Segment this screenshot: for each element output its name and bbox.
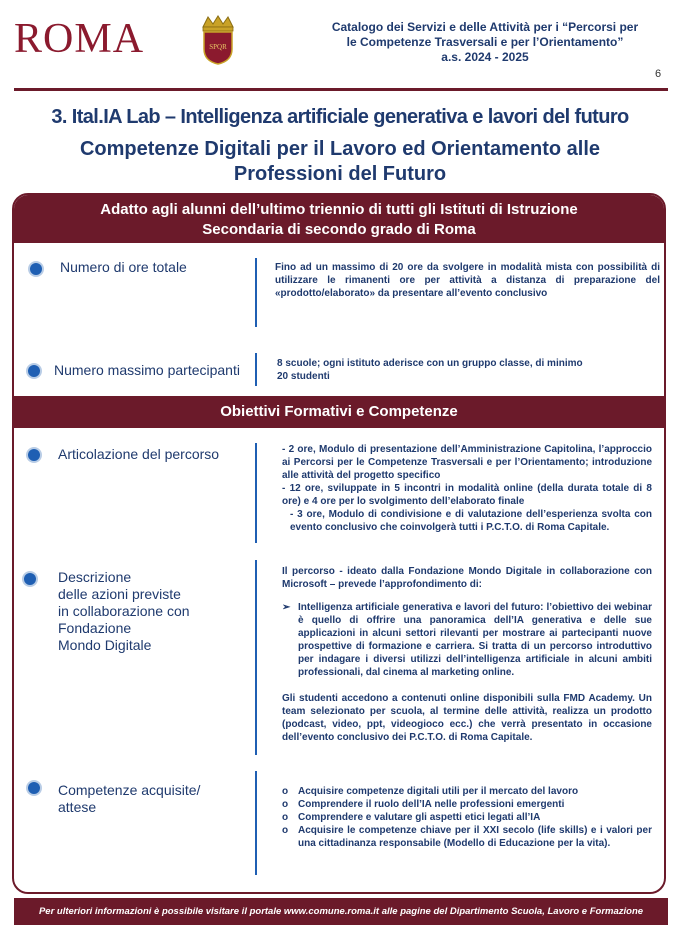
list-item <box>282 601 652 679</box>
partecipanti-label: Numero massimo partecipanti <box>54 362 240 378</box>
bullet-icon <box>30 263 42 275</box>
objectives-band: Obiettivi Formativi e Competenze <box>14 396 664 428</box>
column-divider <box>255 353 257 386</box>
circle-bullet-icon: o <box>282 825 289 836</box>
page-number: 6 <box>655 68 662 80</box>
list-item: - 12 ore, sviluppate in 5 incontri in modalità online (della durata totale di 8 ore) e 4 ore per lo svolgimento dell’elaborato finale <box>282 483 652 507</box>
footer-info: Per ulteriori informazioni è possibile visitare il portale www.comune.roma.it alle pagine del Dipartimento Scuola, Lavoro e Formazione <box>14 898 668 925</box>
bullet-icon <box>28 449 40 461</box>
subtitle-line: Professioni del Futuro <box>233 163 447 185</box>
circle-bullet-icon: o <box>282 812 289 823</box>
catalog-line: le Competenze Trasversali e per l’Orientamento” <box>346 35 624 49</box>
ore-label: Numero di ore totale <box>60 259 187 275</box>
ore-text: Fino ad un massimo di 20 ore da svolgere in modalità mista con possibilità di utilizzare le rimanenti ore per attività a distanza di preparazione del «prodotto/elaborato» da presentare all’evento conclusivo <box>275 262 660 299</box>
bullet-icon <box>24 573 36 585</box>
arrow-bullet-icon: ➢ <box>282 602 291 613</box>
bullet-icon <box>28 365 40 377</box>
catalog-line: a.s. 2024 - 2025 <box>441 50 529 64</box>
band-line: Adatto agli alunni dell’ultimo triennio di tutti gli Istituti di Istruzione <box>100 201 578 218</box>
list-item <box>282 824 652 850</box>
intro-paragraph: Il percorso - ideato dalla Fondazione Mondo Digitale in collaborazione con Microsoft – prevede l’approfondimento di: <box>282 566 652 590</box>
competenze-label <box>58 782 200 816</box>
point-text: Intelligenza artificiale generativa e lavori del futuro: l’obiettivo dei webinar è quello di offrire una panoramica dell’IA generativa e delle sue applicazioni in alcuni settori rilevanti per mostrare ai partecipanti nuove prospettive di formazione e carriera. Si tratta di un percorso introduttivo per indagare i diversi utilizzi dell’intelligenza artificiale in alcuni ambiti professionali, dal cinema al marketing online. <box>298 602 652 678</box>
column-divider <box>255 443 257 543</box>
spqr-crest-icon <box>199 15 237 65</box>
list-item-text: Acquisire competenze digitali utili per il mercato del lavoro <box>298 786 579 797</box>
list-item <box>282 785 652 798</box>
list-item <box>282 798 652 811</box>
label-line: in collaborazione con <box>58 603 190 619</box>
list-item-text: Comprendere e valutare gli aspetti etici legati all’IA <box>298 812 541 823</box>
label-line: attese <box>58 799 97 815</box>
column-divider <box>255 771 257 875</box>
column-divider <box>255 258 257 327</box>
text-line: 8 scuole; ogni istituto aderisce con un gruppo classe, di minimo <box>277 358 583 369</box>
articolazione-label: Articolazione del percorso <box>58 446 220 462</box>
target-audience-band <box>14 195 664 243</box>
catalog-line: Catalogo dei Servizi e delle Attività per i “Percorsi per <box>331 20 639 34</box>
label-line: Competenze acquisite/ <box>58 782 201 798</box>
band-line: Secondaria di secondo grado di Roma <box>202 221 476 238</box>
label-line: Descrizione <box>58 569 132 585</box>
roma-logo: ROMA <box>14 16 145 62</box>
page-subtitle <box>40 137 640 187</box>
subtitle-line: Competenze Digitali per il Lavoro ed Orientamento alle <box>79 138 601 160</box>
label-line: Mondo Digitale <box>58 637 152 653</box>
circle-bullet-icon: o <box>282 786 289 797</box>
outro-paragraph: Gli studenti accedono a contenuti online disponibili sulla FMD Academy. Un team selezionato per scuola, al termine delle attività, realizza un prodotto (podcast, video, ppt, videogioco ecc.) che verrà presentato in occasione dell’evento conclusivo dei P.C.T.O. di Roma Capitale. <box>282 693 652 743</box>
page-title: 3. Ital.IA Lab – Intelligenza artificiale generativa e lavori del futuro <box>51 106 629 128</box>
descrizione-label <box>58 569 190 654</box>
content-panel <box>12 193 666 894</box>
list-item <box>282 811 652 824</box>
partecipanti-text <box>277 357 662 383</box>
articolazione-list <box>282 443 652 534</box>
catalog-heading <box>300 20 670 65</box>
list-item-text: Acquisire le competenze chiave per il XXI secolo (life skills) e i valori per una cittadinanza responsabile (Modello di Educazione per la vita). <box>298 825 652 849</box>
label-line: Fondazione <box>58 620 132 636</box>
text-line: 20 studenti <box>277 371 330 382</box>
circle-bullet-icon: o <box>282 799 289 810</box>
descrizione-text <box>282 565 652 744</box>
header-divider <box>14 88 668 91</box>
list-item: - 3 ore, Modulo di condivisione e di valutazione dell’esperienza svolta con evento conclusivo che coinvolgerà tutti i P.C.T.O. di Roma Capitale. <box>290 509 652 533</box>
label-line: delle azioni previste <box>58 586 181 602</box>
competenze-list <box>282 785 652 850</box>
crest-text: SPQR <box>209 43 227 51</box>
list-item-text: Comprendere il ruolo dell’IA nelle professioni emergenti <box>298 799 565 810</box>
list-item: - 2 ore, Modulo di presentazione dell’Amministrazione Capitolina, l’approccio ai Percorsi per le Competenze Trasversali e per l’Orientamento; introduzione alle attività del progetto specifico <box>282 444 652 481</box>
column-divider <box>255 560 257 755</box>
bullet-icon <box>28 782 40 794</box>
